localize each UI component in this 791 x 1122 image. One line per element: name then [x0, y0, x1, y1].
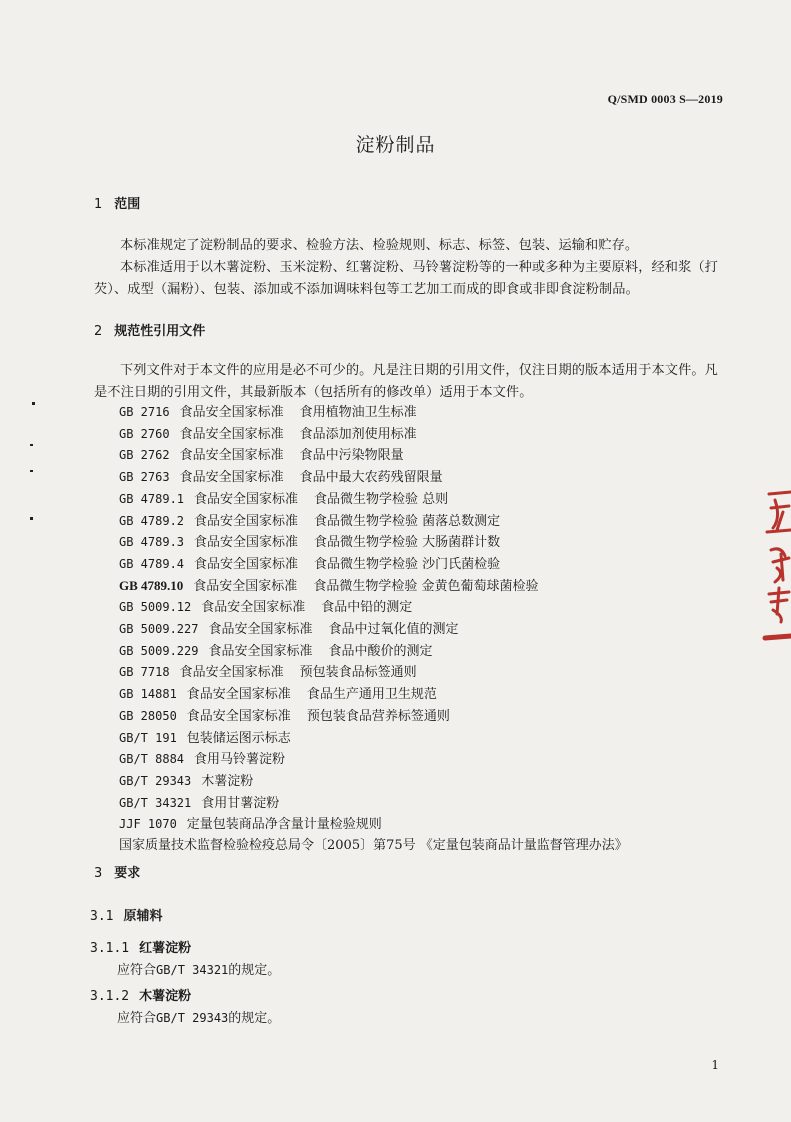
- reference-list: [119, 402, 628, 857]
- reference-item: GB 5009.12 食品安全国家标准 食品中铅的测定: [119, 600, 413, 616]
- section-3-1-2-text: 应符合GB/T 29343的规定。: [117, 1011, 281, 1026]
- section-3-1-1-heading: 3.1.1 红薯淀粉: [90, 941, 192, 956]
- red-seal-stamp: [761, 488, 791, 648]
- reference-item: GB 4789.10 食品安全国家标准 食品微生物学检验 金黄色葡萄球菌检验: [119, 577, 539, 594]
- reference-item-decree: 国家质量技术监督检验检疫总局令〔2005〕第75号 《定量包装商品计量监督管理办法》: [119, 838, 628, 854]
- section-2-title: 规范性引用文件: [114, 324, 206, 339]
- reference-item: GB 7718 食品安全国家标准 预包装食品标签通则: [119, 665, 417, 681]
- section-2-heading: [94, 320, 205, 339]
- document-title: 淀粉制品: [355, 134, 436, 156]
- scan-speck: [30, 517, 33, 520]
- reference-item: GB 2760 食品安全国家标准 食品添加剂使用标准: [119, 426, 417, 442]
- section-1-heading: [94, 193, 140, 212]
- reference-item: GB 2716 食品安全国家标准 食用植物油卫生标准: [119, 405, 417, 420]
- section-2-number: 2: [94, 324, 103, 339]
- section-1-title: 范围: [114, 197, 141, 212]
- reference-item: GB 4789.4 食品安全国家标准 食品微生物学检验 沙门氏菌检验: [119, 556, 501, 572]
- reference-item: GB/T 8884 食用马铃薯淀粉: [119, 752, 286, 768]
- scan-speck: [30, 470, 33, 472]
- reference-item: GB 28050 食品安全国家标准 预包装食品营养标签通则: [119, 708, 450, 724]
- references-intro: 下列文件对于本文件的应用是必不可少的。凡是注日期的引用文件，仅注日期的版本适用于本文件。凡是不注日期的引用文件，其最新版本（包括所有的修改单）适用于本文件。: [94, 363, 718, 400]
- scope-paragraph-1: 本标准规定了淀粉制品的要求、检验方法、检验规则、标志、标签、包装、运输和贮存。: [120, 238, 639, 253]
- reference-item: GB/T 29343 木薯淀粉: [119, 773, 254, 789]
- page-number: 1: [711, 1058, 719, 1072]
- reference-item: GB 4789.2 食品安全国家标准 食品微生物学检验 菌落总数测定: [119, 513, 501, 529]
- scope-paragraph-2: 本标准适用于以木薯淀粉、玉米淀粉、红薯淀粉、马铃薯淀粉等的一种或多种为主要原料，经和浆（打芡）、成型（漏粉）、包装、添加或不添加调味料包等工艺加工而成的即食或非即食淀粉制品。: [94, 260, 718, 297]
- reference-item: GB 5009.229 食品安全国家标准 食品中酸价的测定: [119, 643, 433, 659]
- reference-item: GB 4789.1 食品安全国家标准 食品微生物学检验 总则: [119, 491, 449, 507]
- reference-item: GB/T 191 包装储运图示标志: [119, 730, 291, 746]
- section-3-1-heading: 3.1 原辅料: [90, 909, 163, 924]
- section-3-heading: [94, 862, 140, 881]
- standard-code: Q/SMD 0003 S—2019: [607, 92, 723, 106]
- section-3-1-1-text: 应符合GB/T 34321的规定。: [117, 963, 281, 978]
- scan-speck: [32, 402, 35, 405]
- section-1-number: 1: [94, 197, 103, 212]
- reference-item: GB/T 34321 食用甘薯淀粉: [119, 795, 280, 811]
- reference-item: GB 4789.3 食品安全国家标准 食品微生物学检验 大肠菌群计数: [119, 535, 501, 551]
- reference-item: GB 2763 食品安全国家标准 食品中最大农药残留限量: [119, 470, 443, 486]
- section-3-1-2-heading: 3.1.2 木薯淀粉: [90, 989, 192, 1004]
- section-3-title: 要求: [114, 866, 141, 881]
- section-3-number: 3: [94, 866, 103, 881]
- reference-item: GB 5009.227 食品安全国家标准 食品中过氧化值的测定: [119, 622, 459, 638]
- reference-item: JJF 1070 定量包装商品净含量计量检验规则: [119, 817, 382, 833]
- scan-speck: [30, 444, 33, 446]
- reference-item: GB 14881 食品安全国家标准 食品生产通用卫生规范: [119, 687, 437, 703]
- reference-item: GB 2762 食品安全国家标准 食品中污染物限量: [119, 448, 404, 464]
